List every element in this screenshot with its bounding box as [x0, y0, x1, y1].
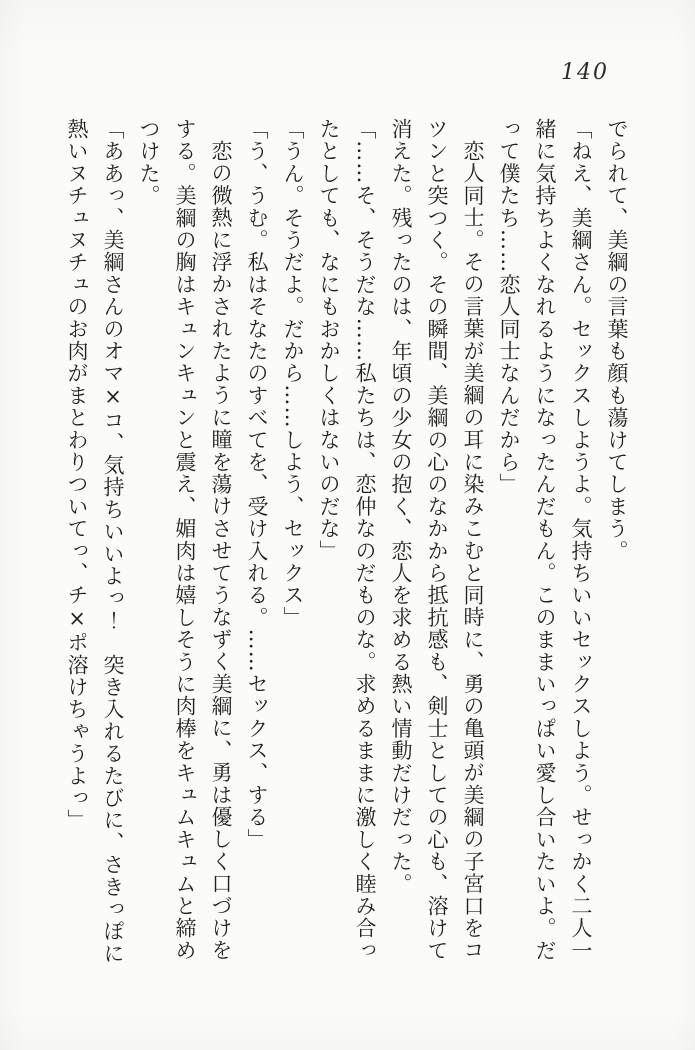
paragraph: でられて、美綱の言葉も顔も蕩けてしまう。 — [605, 118, 629, 562]
page-number: 140 — [561, 60, 609, 85]
paragraph: 「うん。そうだよ。だから……しよう、セックス」 — [281, 118, 305, 629]
paragraph: 「ねえ、美綱さん。セックスしようよ。気持ちいいセックスしよう。せっかく二人一緒に気持ちよくなれるようになったんだもん。このままいっぱい愛し合いたいよ。だって僕たち……恋人同士なんだから」 — [497, 118, 593, 962]
body-text — [59, 118, 635, 966]
paragraph: 恋の微熱に浮かされたように瞳を蕩けさせてうなずく美綱に、勇は優しく口づけをする。美綱の胸はキュンキュンと震え、媚肉は嬉しそうに肉棒をキュムキュムと締めつけた。 — [137, 118, 233, 962]
paragraph: 「……そ、そうだな……私たちは、恋仲なのだものな。求めるままに激しく睦み合ったとしても、なにもおかしくはないのだな」 — [317, 118, 377, 962]
paragraph: 恋人同士。その言葉が美綱の耳に染みこむと同時に、勇の亀頭が美綱の子宮口をコツンと突つく。その瞬間、美綱の心のなかから抵抗感も、剣士としての心も、溶けて消えた。残ったのは、年頃の少女の抱く、恋人を求める熱い情動だけだった。 — [389, 118, 485, 962]
paragraph: 「う、うむ。私はそなたのすべてを、受け入れる。……セックス、する」 — [245, 118, 269, 851]
paragraph: 「ああっ、美綱さんのオマ×コ、気持ちいいよっ！ 突き入れるたびに、さきっぽに熱いヌチュヌチュのお肉がまとわりついてっ、チ×ポ溶けちゃうよっ」 — [65, 118, 125, 965]
